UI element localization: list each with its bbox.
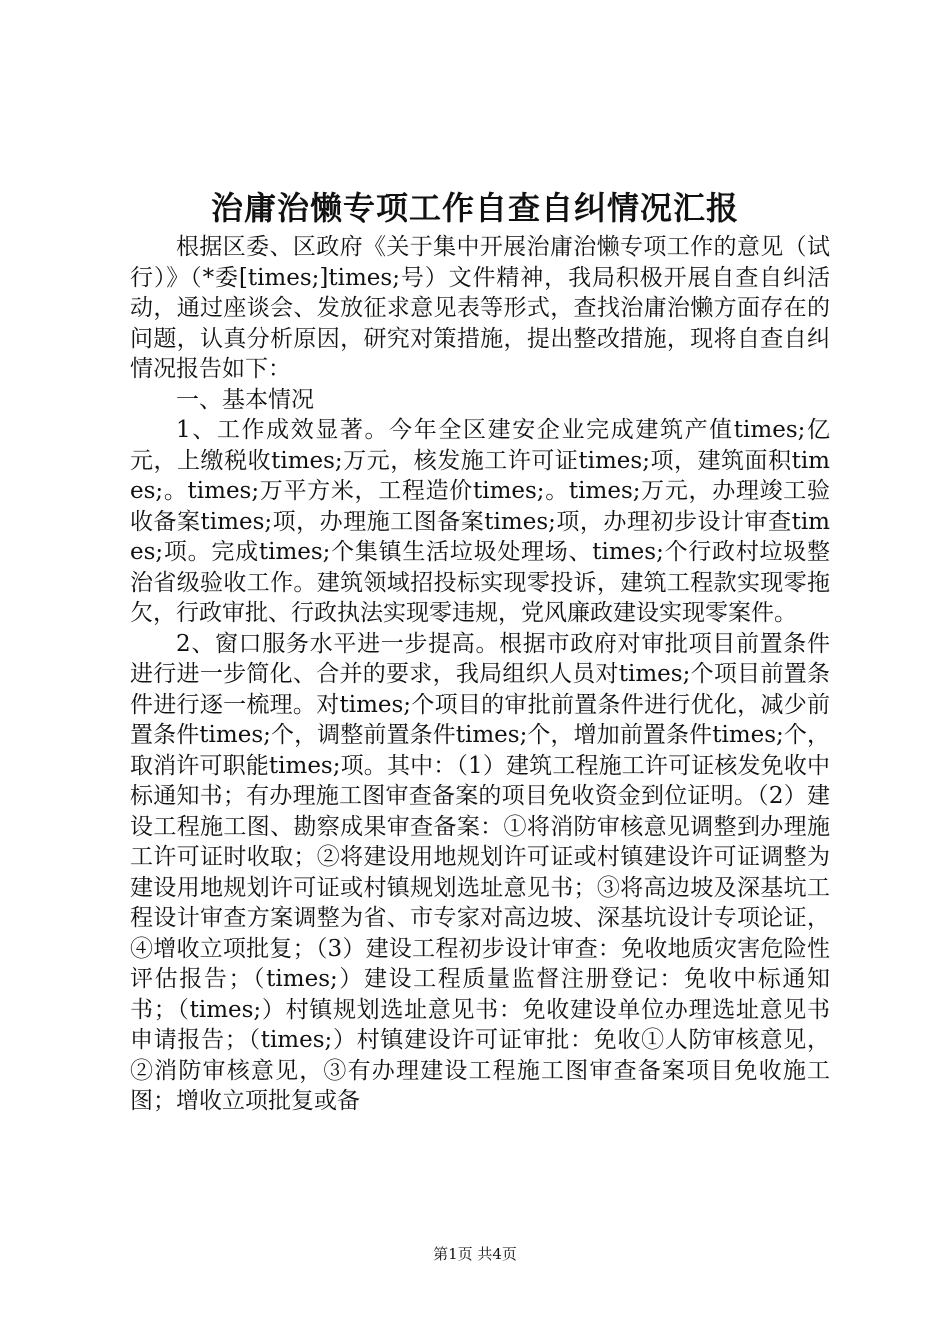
paragraph-window-service: 2、窗口服务水平进一步提高。根据市政府对审批项目前置条件进行进一步简化、合并的要求，我局组织人员对times;个项目前置条件进行逐一梳理。对times;个项目的审批前置条件进行优化，减少前置条件times;个，调整前置条件times;个，增加前置条件times;个，取消许可职能times;项。其中：（1）建筑工程施工许可证核发免收中标通知书；有办理施工图审查备案的项目免收资金到位证明。（2）建设工程施工图、勘察成果审查备案：①将消防审核意见调整到办理施工许可证时收取；②将建设用地规划许可证或村镇建设许可证调整为建设用地规划许可证或村镇规划选址意见书；③将高边坡及深基坑工程设计审查方案调整为省、市专家对高边坡、深基坑设计专项论证，④增收立项批复；（3）建设工程初步设计审查：免收地质灾害危险性评估报告；（times;）建设工程质量监督注册登记：免收中标通知书；（times;）村镇规划选址意见书：免收建设单位办理选址意见书申请报告；（times;）村镇建设许可证审批：免收①人防审核意见，②消防审核意见，③有办理建设工程施工图审查备案项目免收施工图；增收立项批复或备 [130,630,830,1114]
paragraph-work-results: 1、工作成效显著。今年全区建安企业完成建筑产值times;亿元，上缴税收times;万元，核发施工许可证times;项，建筑面积times;。times;万平方米，工程造价times;。times;万元，办理竣工验收备案times;项，办理施工图备案times;项，办理初步设计审查times;项。完成times;个集镇生活垃圾处理场、times;个行政村垃圾整治省级验收工作。建筑领域招投标实现零投诉，建筑工程款实现零拖欠，行政审批、行政执法实现零违规，党风廉政建设实现零案件。 [130,417,830,626]
intro-paragraph: 根据区委、区政府《关于集中开展治庸治懒专项工作的意见（试行）》（*委[times;]times;号）文件精神，我局积极开展自查自纠活动，通过座谈会、发放征求意见表等形式，查找治庸治懒方面存在的问题，认真分析原因，研究对策措施，提出整改措施，现将自查自纠情况报告如下： [130,234,830,382]
section-heading: 一、基本情况 [176,386,314,413]
document-body [130,232,830,1117]
document-title: 治庸治懒专项工作自查自纠情况汇报 [210,189,739,227]
page-footer: 第1页 共4页 [433,1245,517,1263]
